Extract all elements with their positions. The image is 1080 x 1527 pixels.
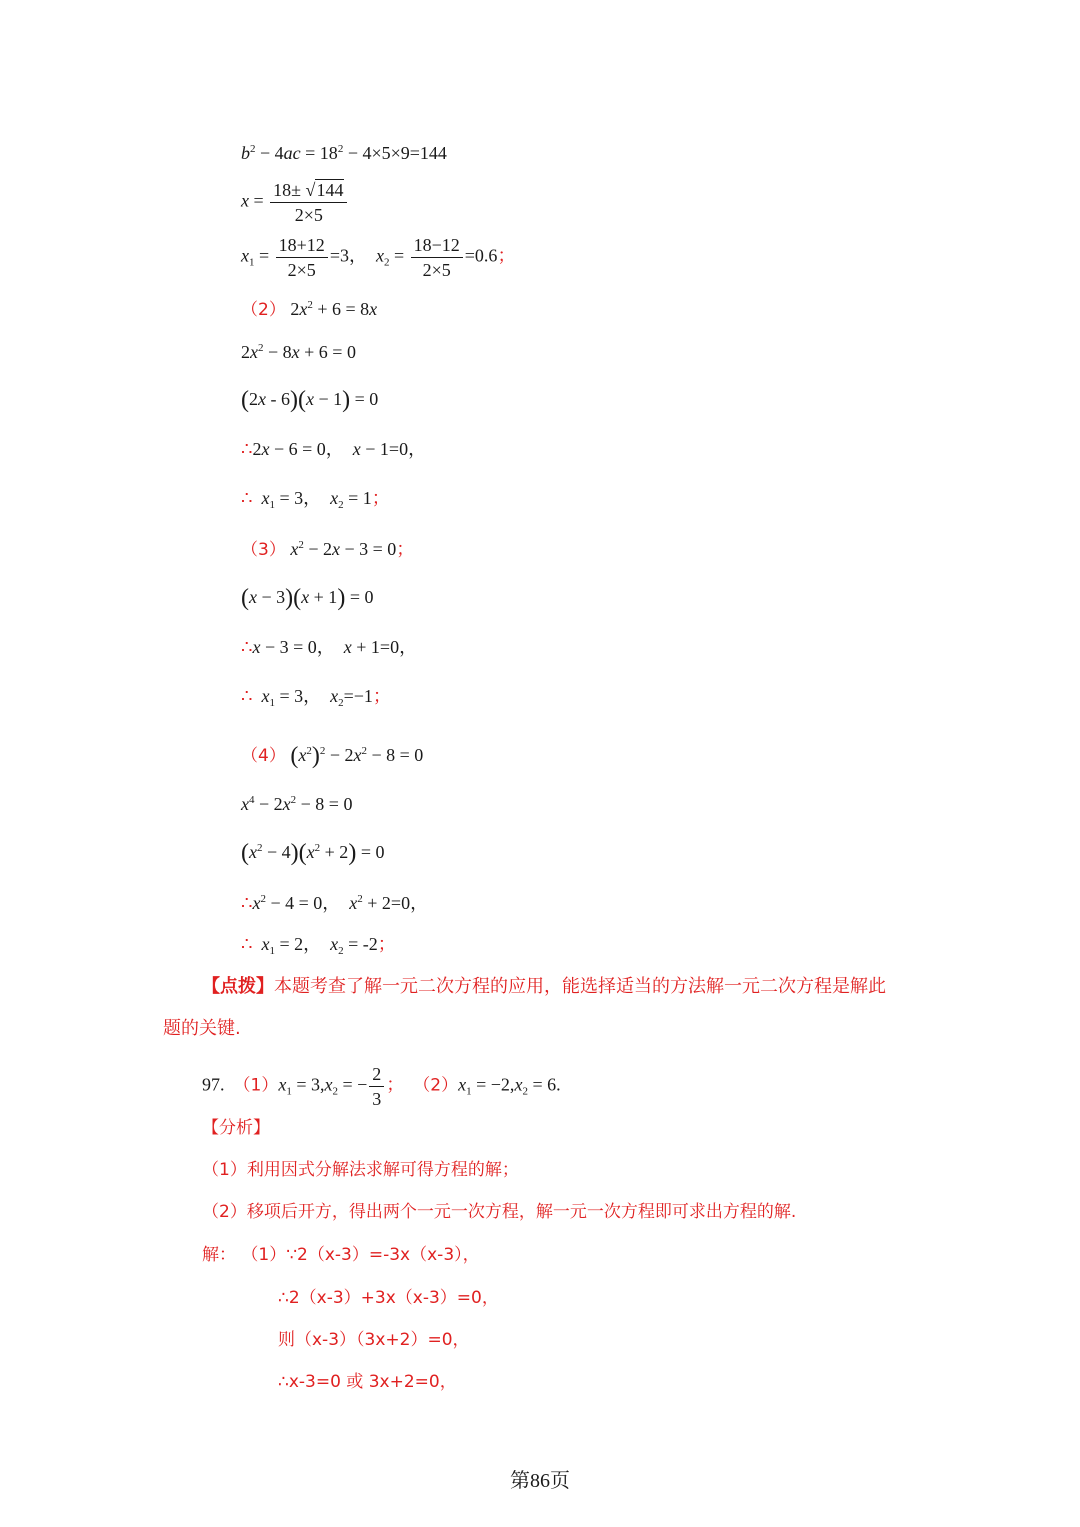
- eq-line-15: $(x^2 - 4)(x^2 + 2) = 0$: [241, 840, 385, 866]
- solution-s3: 则（x-3）（3x+2）=0，: [278, 1330, 470, 1350]
- eq-roots-1: $x_1$ = $\frac{18+12}{2\times 5}$ =3， $x_2$ = $\frac{18-12}{2\times 5}$ =0.6；: [241, 235, 516, 280]
- analysis-label: 【分析】: [202, 1118, 270, 1138]
- solution-line-1: [202, 1247, 480, 1264]
- solution-s1: （1）∵2（x-3）=-3x（x-3），: [241, 1245, 480, 1265]
- eq-line-11: ∴x − 3 = 0， x + 1=0，: [241, 637, 418, 657]
- eq-line-5: $2x^2 - 8x + 6 = 0$: [241, 342, 356, 362]
- eq-line-7: ∴2x − 6 = 0， x − 1=0，: [241, 439, 427, 459]
- tip-line-1: [202, 978, 886, 996]
- eq-part-4: （4） $(x^2)^2 - 2x^2 - 8 = 0$: [241, 743, 424, 769]
- analysis-p1: （1）利用因式分解法求解可得方程的解；: [202, 1160, 519, 1180]
- tip-text-2: 题的关键.: [163, 1018, 241, 1039]
- tip-line-2: [163, 1020, 241, 1038]
- eq-quadratic-formula: x = $\frac{18\pm √144}{2\times 5}$: [241, 178, 349, 227]
- eq-line-8: ∴ $x_1 = 3$， $x_2 = 1$；: [241, 488, 390, 511]
- tip-label: 【点拨】: [202, 976, 274, 997]
- part-4-label: （4）: [241, 746, 286, 766]
- page-number: 第86页: [510, 1470, 570, 1492]
- eq-line-6: (2x - 6)(x − 1) = 0: [241, 387, 379, 413]
- solution-label: 解：: [202, 1245, 236, 1265]
- eq-line-10: (x − 3)(x + 1) = 0: [241, 585, 374, 611]
- part-2-label: （2）: [241, 300, 286, 320]
- eq-line-17: ∴ $x_1 = 2$， $x_2 = -2$；: [241, 934, 396, 957]
- page-footer: [0, 1464, 1080, 1493]
- eq-part-2: （2） $2x^2 + 6 = 8x$: [241, 299, 378, 320]
- tip-text-1: 本题考查了解一元二次方程的应用，能选择适当的方法解一元二次方程是解此: [274, 976, 886, 997]
- eq-line-12: ∴ $x_1 = 3$， $x_2=-1$；: [241, 686, 391, 709]
- analysis-p2: （2）移项后开方，得出两个一元一次方程，解一元一次方程即可求出方程的解.: [202, 1202, 797, 1222]
- eq-line-16: $\therefore x^2 - 4 = 0$， $x^2 + 2=0$，: [241, 893, 429, 913]
- solution-s4: ∴x-3=0 或 3x+2=0，: [278, 1372, 457, 1392]
- part-3-label: （3）: [241, 540, 286, 560]
- eq-part-3: （3） $x^2 - 2x - 3 = 0$；: [241, 539, 415, 560]
- solution-s2: ∴2（x-3）+3x（x-3）=0，: [278, 1288, 499, 1308]
- eq-line-14: $x^4 - 2x^2 - 8 = 0$: [241, 794, 353, 814]
- q97-number: 97.: [202, 1074, 225, 1095]
- eq-discriminant: $b^2 - 4ac = 18^2 - 4\times 5\times 9=144$: [241, 143, 447, 163]
- q97-answer: 97. $(1)x_1 = 3,x_2$ = − $\frac{2}{3}$ ； $(2)x_1 = -2,x_2 = 6$.: [202, 1064, 561, 1109]
